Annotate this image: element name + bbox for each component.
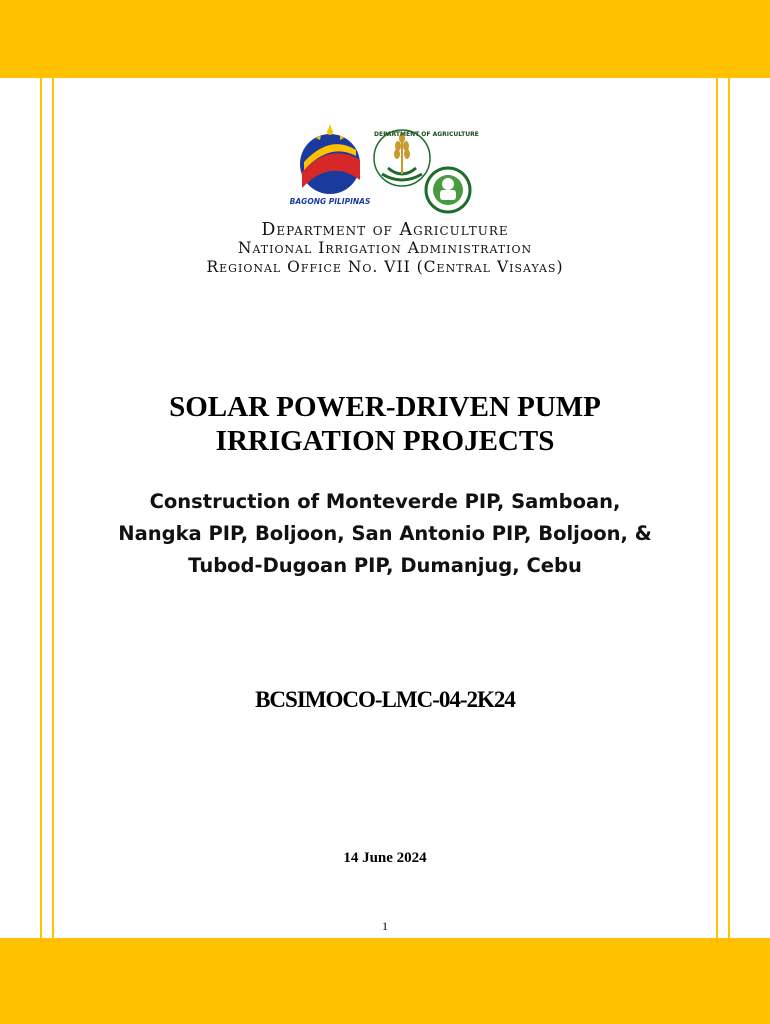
nia-seal-icon — [426, 168, 470, 212]
left-border-line-inner — [52, 78, 54, 938]
header-line-agency: National Irrigation Administration — [237, 239, 533, 257]
bagong-pilipinas-logo — [290, 124, 370, 206]
right-border-line-inner — [716, 78, 718, 938]
title-line-2: IRRIGATION PROJECTS — [215, 425, 555, 457]
document-date: 14 June 2024 — [343, 850, 427, 866]
top-accent-band — [0, 0, 770, 78]
subtitle-line-1: Construction of Monteverde PIP, Samboan, — [149, 490, 621, 513]
right-border-line-outer — [728, 78, 730, 938]
page-number: 1 — [382, 919, 388, 933]
bottom-accent-band — [0, 938, 770, 1024]
project-description — [60, 486, 710, 582]
header-line-department: Department of Agriculture — [261, 220, 509, 240]
left-border-line-outer — [40, 78, 42, 938]
contract-code: BCSIMOCO-LMC-04-2K24 — [255, 687, 515, 712]
title-line-1: SOLAR POWER-DRIVEN PUMP — [169, 391, 601, 423]
subtitle-line-2: Nangka PIP, Boljoon, San Antonio PIP, Boljoon, & — [118, 522, 652, 545]
header-line-regional-office: Regional Office No. VII (Central Visayas) — [206, 258, 564, 276]
subtitle-line-3: Tubod-Dugoan PIP, Dumanjug, Cebu — [188, 554, 582, 577]
da-seal-label: DEPARTMENT OF AGRICULTURE — [374, 131, 479, 138]
da-seal-icon — [374, 130, 430, 186]
bagong-pilipinas-label: BAGONG PILIPINAS — [290, 197, 371, 206]
logo-row — [290, 124, 480, 216]
page-title — [0, 390, 770, 458]
